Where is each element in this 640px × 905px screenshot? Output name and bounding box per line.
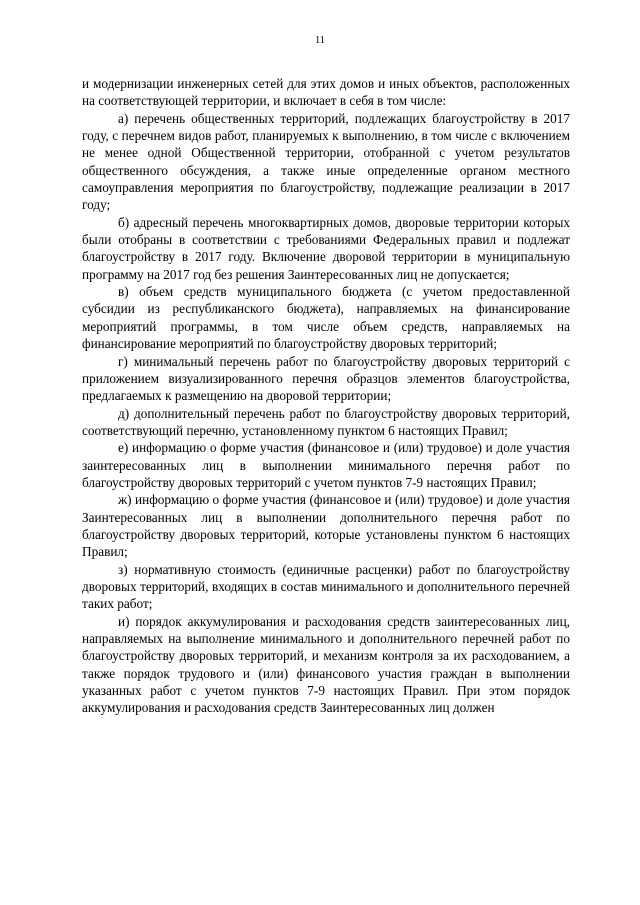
- paragraph-continuation: и модернизации инженерных сетей для этих домов и иных объектов, расположенных на соответствующей территории, и включает в себя в том числе:: [82, 76, 570, 109]
- paragraph-item-d: д) дополнительный перечень работ по благоустройству дворовых территорий, соответствующий перечню, установленному пунктом 6 настоящих Правил;: [82, 405, 570, 438]
- page-number: 11: [314, 35, 326, 46]
- paragraph-item-i: и) порядок аккумулирования и расходования средств заинтересованных лиц, направляемых на выполнение минимального и дополнительного перечней работ по благоустройству дворовых территорий, и механизм контроля за их расходованием, а также порядок трудового и (или) финансового участия граждан в выполнении указанных работ с учетом пунктов 7-9 настоящих Правил. При этом порядок аккумулирования и расходования средств Заинтересованных лиц должен: [82, 613, 570, 716]
- paragraph-item-b: б) адресный перечень многоквартирных домов, дворовые территории которых были отобраны в соответствии с требованиями Федеральных правил и подлежат благоустройству в 2017 году. Включение дворовой территории в муниципальную программу на 2017 год без решения Заинтересованных лиц не допускается;: [82, 214, 570, 282]
- paragraph-item-g: г) минимальный перечень работ по благоустройству дворовых территорий с приложением визуализированного перечня образцов элементов благоустройства, предлагаемых к размещению на дворовой территории;: [82, 353, 570, 404]
- paragraph-item-a: а) перечень общественных территорий, подлежащих благоустройству в 2017 году, с перечнем видов работ, планируемых к выполнению, в том числе с включением не менее одной Общественной территории, отобранной с учетом результатов общественного обсуждения, а также иные определенные органом местного самоуправления мероприятия по благоустройству, подлежащие реализации в 2017 году;: [82, 110, 570, 213]
- paragraph-item-zh: ж) информацию о форме участия (финансовое и (или) трудовое) и доле участия Заинтересованных лиц в выполнении дополнительного перечня работ по благоустройству дворовых территорий, которые установлены пунктом 6 настоящих Правил;: [82, 492, 570, 560]
- paragraph-item-z: з) нормативную стоимость (единичные расценки) работ по благоустройству дворовых территорий, входящих в состав минимального и дополнительного перечней таких работ;: [82, 561, 570, 612]
- paragraph-item-e: е) информацию о форме участия (финансовое и (или) трудовое) и доле участия заинтересованных лиц в выполнении минимального перечня работ по благоустройству дворовых территорий с учетом пунктов 7-9 настоящих Правил;: [82, 440, 570, 490]
- body-text: [82, 75, 570, 717]
- paragraph-item-v: в) объем средств муниципального бюджета (с учетом предоставленной субсидии из республиканского бюджета), направляемых на финансирование мероприятий программы, в том числе объем средств, направляемых на финансирование мероприятий по благоустройству дворовых территорий;: [82, 284, 570, 352]
